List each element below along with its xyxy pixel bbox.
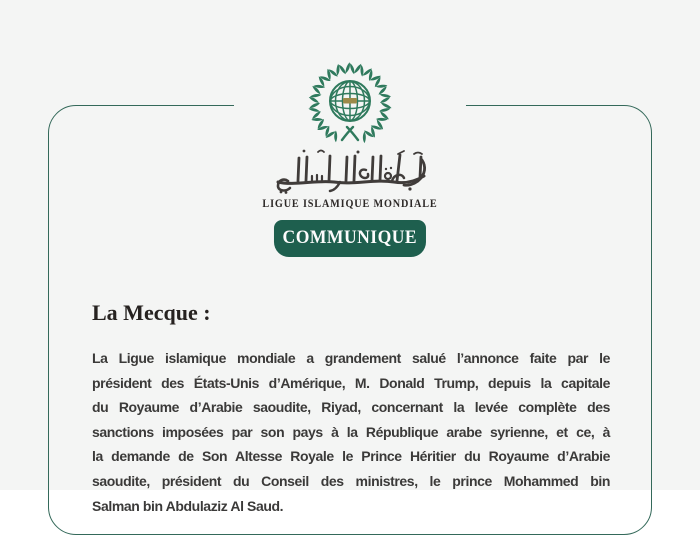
org-name-label: LIGUE ISLAMIQUE MONDIALE [262,196,438,210]
paragraph-line: sanctions imposées par son pays à la République arabe syrienne, et ce, à [92,423,610,440]
communique-badge-label: COMMUNIQUE [282,228,418,248]
paragraph-line: Salman bin Abdulaziz Al Saud. [92,497,284,514]
communique-badge [274,220,426,257]
communique-paragraph [92,346,610,518]
letterhead [234,66,466,257]
paragraph-line: président des États-Unis d’Amérique, M. Donald Trump, depuis la capitale [92,374,610,391]
paragraph-line: La Ligue islamique mondiale a grandement salué l’annonce faite par le [92,350,610,366]
communique-body [92,300,610,518]
arabic-calligraphy-title [274,148,426,194]
paragraph-line: saoudite, président du Conseil des ministres, le prince Mohammed bin [92,472,610,489]
dateline-heading: La Mecque : [92,300,211,325]
paragraph-line: la demande de Son Altesse Royale le Prince Héritier du Royaume d’Arabie [92,448,610,465]
paragraph-line: du Royaume d’Arabie saoudite, Riyad, concernant la levée complète des [92,399,610,416]
muslim-world-league-logo-icon [306,66,394,144]
